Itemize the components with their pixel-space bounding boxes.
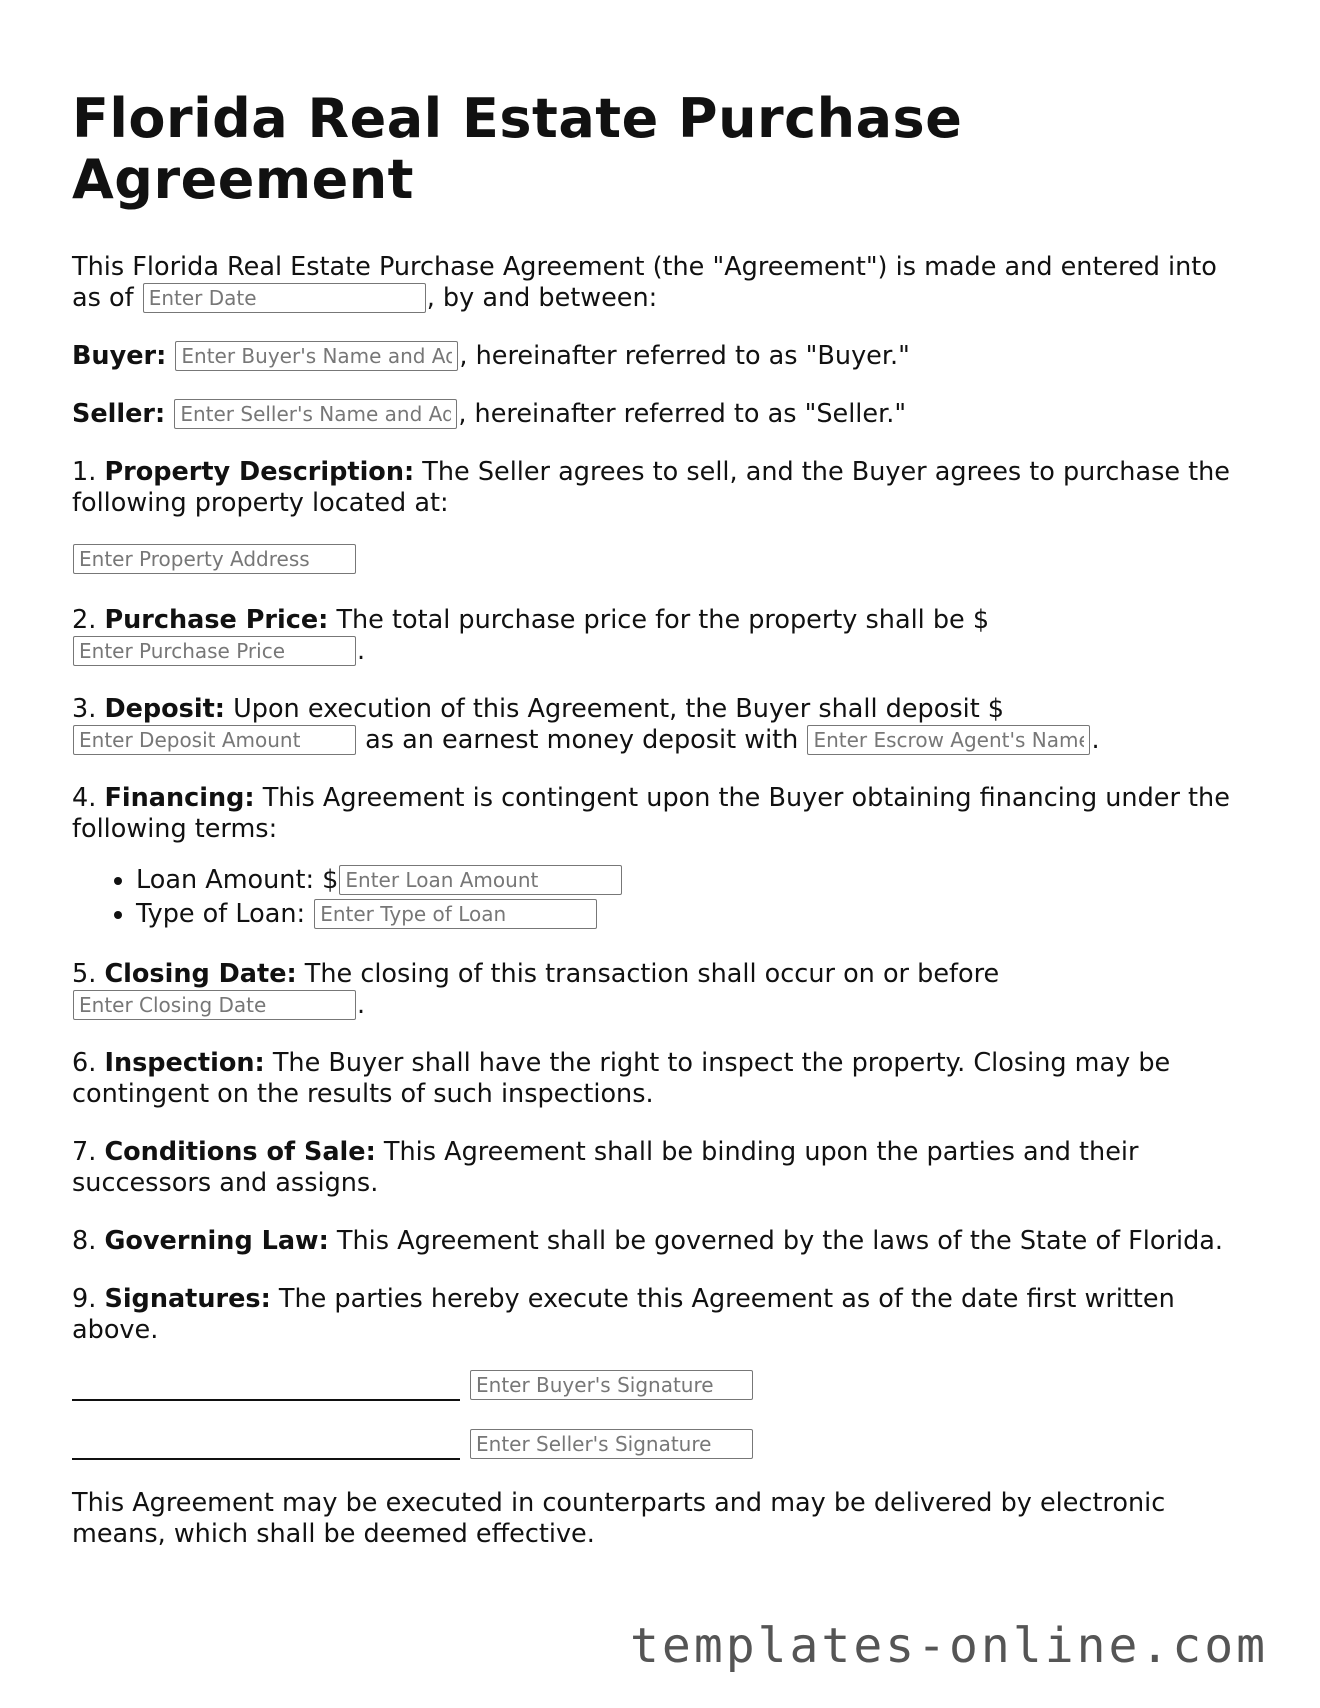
section-law <box>72 1226 1252 1257</box>
section-number: 9. <box>72 1284 97 1314</box>
signature-line <box>72 1438 460 1460</box>
section-signatures <box>72 1284 1252 1346</box>
section-property <box>72 457 1252 519</box>
loan-type-input[interactable] <box>314 899 597 929</box>
section-text: The total purchase price for the property shall be $ <box>336 605 990 635</box>
seller-label: Seller: <box>72 399 166 429</box>
section-end: . <box>357 990 366 1020</box>
seller-suffix: , hereinafter referred to as "Seller." <box>458 399 907 429</box>
section-number: 2. <box>72 605 97 635</box>
list-item <box>136 897 1252 931</box>
section-inspection <box>72 1048 1252 1110</box>
buyer-label: Buyer: <box>72 341 167 371</box>
section-heading: Inspection: <box>104 1048 265 1078</box>
intro-suffix: , by and between: <box>426 283 658 313</box>
intro-paragraph <box>72 252 1252 314</box>
section-text: Upon execution of this Agreement, the Buyer shall deposit $ <box>233 694 1005 724</box>
buyer-signature-input[interactable] <box>470 1370 753 1400</box>
signature-line <box>72 1379 460 1401</box>
section-heading: Property Description: <box>104 457 415 487</box>
seller-line <box>72 399 1252 430</box>
buyer-signature-row <box>72 1368 1252 1402</box>
section-number: 3. <box>72 694 97 724</box>
property-address-input[interactable] <box>73 544 356 574</box>
section-financing <box>72 783 1252 845</box>
section-number: 1. <box>72 457 97 487</box>
section-number: 4. <box>72 783 97 813</box>
section-closing <box>72 959 1252 1021</box>
loan-amount-input[interactable] <box>339 865 622 895</box>
section-number: 8. <box>72 1226 97 1256</box>
section-heading: Governing Law: <box>104 1226 329 1256</box>
deposit-amount-input[interactable] <box>73 725 356 755</box>
section-end: . <box>1091 725 1100 755</box>
watermark: templates-online.com <box>630 1618 1268 1674</box>
section-text: The Seller agrees to sell, and the Buyer agrees to purchase the following property located at: <box>72 457 1230 518</box>
section-number: 6. <box>72 1048 97 1078</box>
page-title: Florida Real Estate Purchase Agreement <box>72 87 963 211</box>
agreement-document <box>72 88 1252 1577</box>
deposit-middle-text: as an earnest money deposit with <box>365 725 799 755</box>
section-number: 7. <box>72 1137 97 1167</box>
section-text: The closing of this transaction shall occur on or before <box>304 959 1000 989</box>
section-text: The Buyer shall have the right to inspect the property. Closing may be contingent on the results of such inspections. <box>72 1048 1171 1109</box>
seller-signature-input[interactable] <box>470 1429 753 1459</box>
section-heading: Conditions of Sale: <box>104 1137 376 1167</box>
buyer-name-input[interactable] <box>175 341 458 371</box>
section-heading: Financing: <box>104 783 255 813</box>
closing-date-input[interactable] <box>73 990 356 1020</box>
section-heading: Purchase Price: <box>104 605 329 635</box>
agreement-date-input[interactable] <box>143 283 426 313</box>
loan-type-label: Type of Loan: <box>136 899 306 929</box>
section-text: The parties hereby execute this Agreement as of the date first written above. <box>72 1284 1175 1345</box>
section-heading: Closing Date: <box>104 959 297 989</box>
section-heading: Signatures: <box>104 1284 271 1314</box>
seller-name-input[interactable] <box>174 399 457 429</box>
loan-amount-label: Loan Amount: $ <box>136 865 339 895</box>
section-price <box>72 605 1252 667</box>
seller-signature-row <box>72 1427 1252 1461</box>
section-conditions <box>72 1137 1252 1199</box>
section-text: This Agreement is contingent upon the Buyer obtaining financing under the following terms: <box>72 783 1230 844</box>
financing-terms-list <box>72 863 1252 931</box>
property-address-row <box>72 544 1252 575</box>
section-text: This Agreement shall be binding upon the parties and their successors and assigns. <box>72 1137 1139 1198</box>
buyer-line <box>72 341 1252 372</box>
section-heading: Deposit: <box>104 694 225 724</box>
section-deposit <box>72 694 1252 756</box>
escrow-agent-input[interactable] <box>807 725 1090 755</box>
section-end: . <box>357 636 366 666</box>
list-item <box>136 863 1252 897</box>
section-text: This Agreement shall be governed by the laws of the State of Florida. <box>336 1226 1223 1256</box>
buyer-suffix: , hereinafter referred to as "Buyer." <box>459 341 910 371</box>
intro-text: This Florida Real Estate Purchase Agreement (the "Agreement") is made and entered into as of <box>72 252 1217 313</box>
closing-note: This Agreement may be executed in counterparts and may be delivered by electronic means, which shall be deemed effective. <box>72 1488 1166 1549</box>
section-number: 5. <box>72 959 97 989</box>
purchase-price-input[interactable] <box>73 636 356 666</box>
